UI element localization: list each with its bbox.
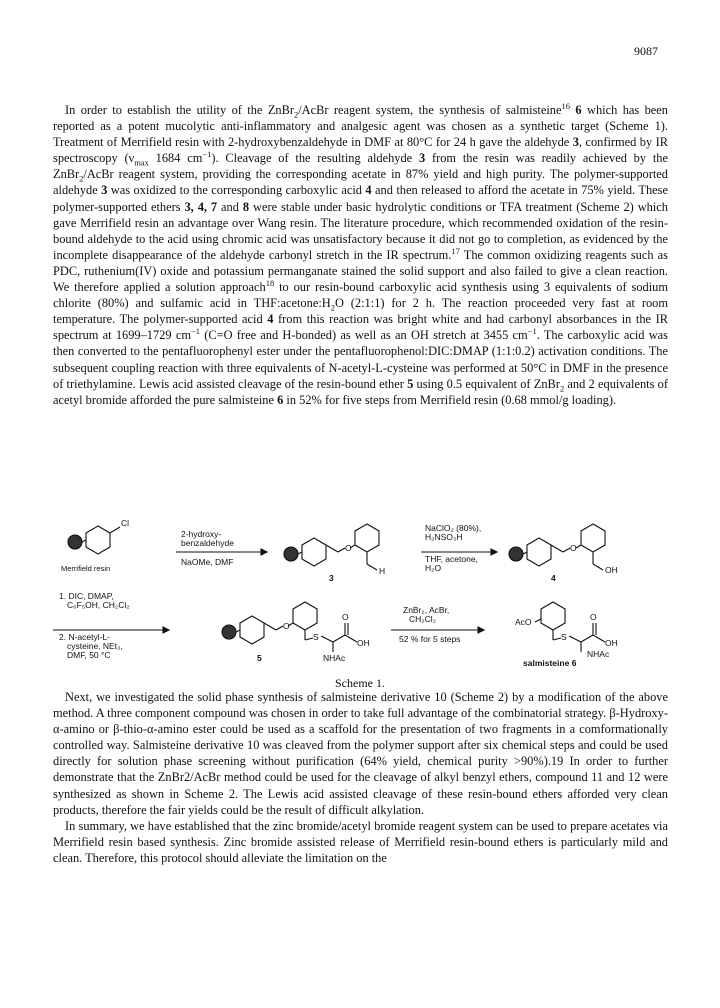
oxidation-reagent-line-3: THF, acetone, <box>425 554 478 564</box>
chloro-label: Cl <box>121 518 130 528</box>
paragraph-1: In order to establish the utility of the ZnBr$_2$/AcBr reagent system, the synthesis of salmisteine$^{16}$ 6 which has been reported as a potent mucolytic anti-inflammatory and analgesic agent was chosen as a synthetic target (Scheme 1). Treatment of Merrifield resin with 2-hydroxybenzaldehyde in DMF at 80°C for 24 h gave the aldehyde 3, confirmed by IR spectroscopy ($\nu_{max}$ 1684 $cm^{-1}$). Cleavage of the resulting aldehyde 3 from the resin was readily achieved by the ZnBr$_2$/AcBr reagent system, providing the corresponding acetate in 87% yield and high purity. The polymer-supported aldehyde 3 was oxidized to the corresponding carboxylic acid 4 and then released to afford the acetate in 75% yield. These polymer-supported ethers 3, 4, 7 and 8 were stable under basic hydrolytic conditions or TFA treatment (Scheme 2) which gave Merrifield resin an advantage over Wang resin. The literature procedure, which recommended oxidation of the resin-bound aldehyde to the acid using chromic acid was unsatisfactory because it did not go to completion, as evidenced by the incomplete disappearance of the aldehyde carbonyl stretch in the IR spectrum.$^{17}$ The common oxidizing reagents such as PDC, ruthenium(IV) oxide and potassium permanganate stained the solid support and also failed to give a clean reaction. We therefore applied a solution approach$^{18}$ to our resin-bound carboxylic acid synthesis using 3 equivalents of sodium chlorite (80%) and sulfamic acid in $THF:acetone:H_2O$ (2:1:1) for 2 h. The reaction proceeded very fast at room temperature. The polymer-supported acid 4 from this reaction was bright white and had carbonyl absorbances in the IR spectrum at 1699–1729 $cm^{-1}$ (C=O free and H-bonded) as well as an OH stretch at 3455 $cm^{-1}$. The carboxylic acid was then converted to the pentafluorophenyl ester under the pentafluorophenol:DIC:DMAP (1:1:0.2) activation conditions. The subsequent coupling reaction with three equivalents of N-acetyl-L-cysteine was performed at 50°C in DMF in the presence of triethylamine. Lewis acid assisted cleavage of the resin-bound ether 5 using 0.5 equivalent of ZnBr$_2$ and 2 equivalents of acetyl bromide afforded the pure salmisteine 6 in 52% for five steps from Merrifield resin (0.68 mmol/g loading). <box>53 100 669 407</box>
oxidation-reagent-line-1: NaClO₂ (80%), <box>425 523 482 533</box>
nhac-label-6: NHAc <box>587 649 610 659</box>
merrifield-resin-label: Merrifield resin <box>61 564 111 573</box>
compound-4-label: 4 <box>551 573 556 583</box>
benzene-ring-5a <box>240 616 264 644</box>
resin-bead-4 <box>509 547 523 561</box>
step-a-line-5: DMF, 50 °C <box>67 650 111 660</box>
benzene-ring-3a <box>302 538 326 566</box>
aldehyde-h-label: H <box>379 566 386 576</box>
oxidation-reagent-line-4: H₂O <box>425 563 442 573</box>
carbonyl-o-label-6: O <box>590 612 597 622</box>
acid-oh-label-5: OH <box>357 638 370 648</box>
benzene-ring-6 <box>541 602 565 630</box>
paragraph-3: In summary, we have established that the zinc bromide/acetyl bromide reagent system can be used to prepare acetates via Merrifield resin based synthesis. Zinc bromide assisted release of Merrifield resin-bound ethers is particularly mild and clean. Therefore, this protocol should alleviate the limitation on the <box>53 819 668 866</box>
scheme-1 <box>53 502 668 672</box>
benzene-ring-1 <box>86 526 110 554</box>
cleavage-reagent-line-1: ZnBr₂, AcBr, <box>403 605 450 615</box>
benzene-ring-3b <box>355 524 379 552</box>
acid-oh-label-6: OH <box>605 638 618 648</box>
benzene-ring-5b <box>293 602 317 630</box>
step-a-line-3: 2. N-acetyl-L- <box>59 632 111 642</box>
reagent-1-below: NaOMe, DMF <box>181 557 234 567</box>
step-a-line-2: C₆F₅OH, CH₂Cl₂ <box>67 600 130 610</box>
ether-oxygen-5: O <box>283 621 290 631</box>
step-a-line-1: 1. DIC, DMAP, <box>59 591 114 601</box>
benzene-ring-4a <box>527 538 551 566</box>
salmisteine-label: salmisteine 6 <box>523 658 577 668</box>
carbonyl-o-label-5: O <box>342 612 349 622</box>
reagent-1-line-1: 2-hydroxy- <box>181 529 222 539</box>
reagent-1-line-2: benzaldehyde <box>181 538 234 548</box>
compound-3-label: 3 <box>329 573 334 583</box>
cleavage-yield-label: 52 % for 5 steps <box>399 634 461 644</box>
ether-oxygen-3: O <box>345 543 352 553</box>
compound-5-label: 5 <box>257 653 262 663</box>
resin-bead-5 <box>222 625 236 639</box>
benzene-ring-4b <box>581 524 605 552</box>
cleavage-reagent-line-2: CH₂Cl₂ <box>409 614 436 624</box>
acid-oh-label-4: OH <box>605 565 618 575</box>
acetoxy-label: AcO <box>515 617 532 627</box>
thioether-s-label-6: S <box>561 632 567 642</box>
resin-bead-3 <box>284 547 298 561</box>
resin-bead-1 <box>68 535 82 549</box>
ether-oxygen-4: O <box>570 543 577 553</box>
oxidation-reagent-line-2: H₂NSO₃H <box>425 532 463 542</box>
thioether-s-label-5: S <box>313 632 319 642</box>
nhac-label-5: NHAc <box>323 653 346 663</box>
page-number: 9087 <box>634 44 658 58</box>
step-a-line-4: cysteine, NEt₃, <box>67 641 123 651</box>
scheme-caption: Scheme 1. <box>335 676 385 690</box>
paragraph-2: Next, we investigated the solid phase synthesis of salmisteine derivative 10 (Scheme 2) by a modification of the above method. A three component compound was chosen in order to take full advantage of the combinatorial strategy. β-Hydroxy-α-amino or β-thio-α-amino ester could be used as a scaffold for the presentation of two fragments in a comformationally controlled way. Salmisteine derivative 10 was cleaved from the polymer support after six chemical steps and could be used directly for solution phase screening without purification (64% yield, chemical purity >90%).19 In order to further demonstrate that the ZnBr2/AcBr method could be used for the cleavage of alkyl benzyl ethers, compound 11 and 12 were synthesized as shown in Scheme 2. The Lewis acid assisted cleavage of these resin-bound ethers afforded very clean products, therefore the fair yields could be the result of difficult alkylation. <box>53 690 668 817</box>
